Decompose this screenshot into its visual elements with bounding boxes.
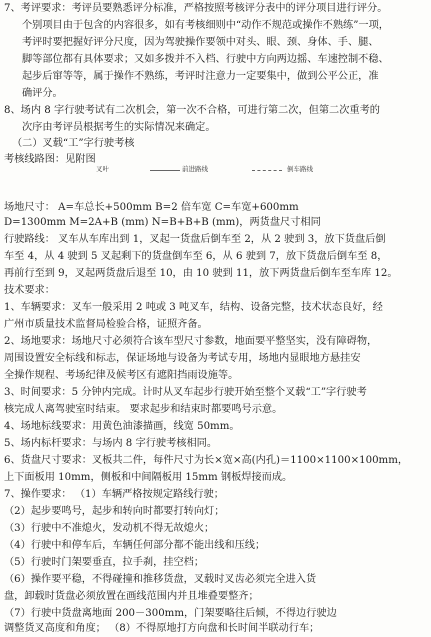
route-line-forward: [150, 170, 180, 171]
text-line: （7）行驶中货盘离地面 200－300mm，门架要略往后倾，不得边行驶边: [4, 608, 337, 619]
text-line: （5）行驶时门架要垂直，拉手刹，挂空档；: [4, 557, 205, 568]
text-line: （3）行驶中不准熄火，发动机不得无故熄火；: [4, 523, 215, 534]
text-line: 车至 4，从 4 驶到 5 叉起剩下的货盘倒车至 6，从 6 驶到 7，放下货盘后倒车至 8，: [4, 251, 388, 262]
text-line: 再前行至到 9，叉起两货盘后退至 10，由 10 驶到 11，放下两货盘后倒车至车库 12。: [4, 268, 398, 279]
text-line: 周围设置安全标线和标志，保证场地与设备为考试专用，场地内显眼地方悬挂安: [4, 353, 361, 364]
text-line: 广州市质量技术监督局检验合格，证照齐备。: [4, 319, 208, 330]
text-line: D=1300mm M=2A+B (mm) N=B+B+B (mm)，两货盘尺寸相同: [4, 217, 321, 228]
text-line: 场地尺寸： A=车总长+500mm B=2 倍车宽 C=车宽+600mm: [4, 202, 299, 213]
text-line: 1、车辆要求：叉车一般采用 2 吨或 3 吨叉车，结构、设备完整，技术状态良好，经: [4, 302, 383, 313]
text-line: （6）操作要平稳，不得碰撞和推移货盘，叉载时叉齿必须完全进入货: [4, 574, 317, 585]
text-line: 起步后窜等等，属于操作不熟练，考评时注意力一定要集中，做到公平公正，准: [22, 71, 379, 82]
text-line: 5、场内标杆要求：与场内 8 字行驶考核相同。: [4, 438, 218, 449]
figure-label: 前进路线: [182, 165, 208, 173]
text-line: 3、时间要求：5 分钟内完成。计时从叉车起步行驶开始至整个叉载“工”字行驶考: [4, 387, 367, 398]
section-heading: （二）叉载“工”字行驶考核: [12, 138, 135, 149]
text-line: （4）行驶中和停车后，车辆任何部分都不能出线和压线；: [4, 540, 266, 551]
text-line: 考核线路图：见附图: [4, 154, 96, 165]
text-line: 脚等部位都有具体要求；又如多拨并不入档、行驶中方向两边摇、车速控制不稳、: [22, 54, 389, 65]
text-line: 考评时要把握好评分尺度，因为驾驶操作要领中对头、眼、颈、身体、手、腿、: [22, 37, 379, 48]
text-line: 确评分。: [22, 88, 63, 99]
text-line: 核完成人离驾驶室时结束。 要求起步和结束时都要鸣号示意。: [4, 404, 283, 415]
text-line: 次序由考评员根据考生的实际情况来确定。: [22, 122, 216, 133]
text-line: 全操作规程、考场纪律及候考区有遮阳挡雨设施等。: [4, 370, 239, 381]
text-line: 上下面板用 10mm，侧板和中间隔板用 15mm 钢板焊接而成。: [4, 472, 293, 483]
text-line: 个别项目由于包含的内容很多，如有考核细则中“动作不规范或操作不熟练”一项，: [22, 20, 389, 31]
text-line: 技术要求：: [4, 285, 55, 296]
text-line: 7、操作要求： （1）车辆严格按规定路线行驶；: [4, 489, 224, 500]
figure-label: 叉叶: [96, 165, 109, 173]
text-line: 行驶路线： 叉车从车库出到 1，叉起一货盘后倒车至 2，从 2 驶到 3，放下货盘后倒: [4, 234, 386, 245]
text-line: 调整货叉高度和角度； （8）不得原地打方向盘和长时间半联动行车；: [4, 623, 320, 634]
text-line: 盘，卸载时货盘必须放置在画线范围内并且堆叠要整齐；: [4, 591, 259, 602]
route-line-reverse: [252, 170, 282, 172]
text-line: 4、场地标线要求：用黄色油漆描画，线宽 50mm。: [4, 421, 240, 432]
text-line: 8、场内 8 字行驶考试有二次机会，第一次不合格，可进行第二次，但第二次重考的: [4, 105, 380, 116]
text-line: 7、考评要求：考评员要熟悉评分标准，严格按照考核评分表中的评分项目进行评分。: [4, 3, 388, 14]
figure-label: 倒车路线: [287, 165, 313, 173]
text-line: 6、货盘尺寸要求：叉板共二件，每件尺寸为长×宽×高(内孔)＝1100×1100×100mm，: [4, 455, 409, 466]
text-line: 2、场地要求：场地尺寸必须符合该车型尺寸参数，地面要平整坚实，没有障碍物，: [4, 336, 378, 347]
text-line: （2）起步要鸣号，起步和转向时都要打转向灯；: [4, 506, 225, 517]
